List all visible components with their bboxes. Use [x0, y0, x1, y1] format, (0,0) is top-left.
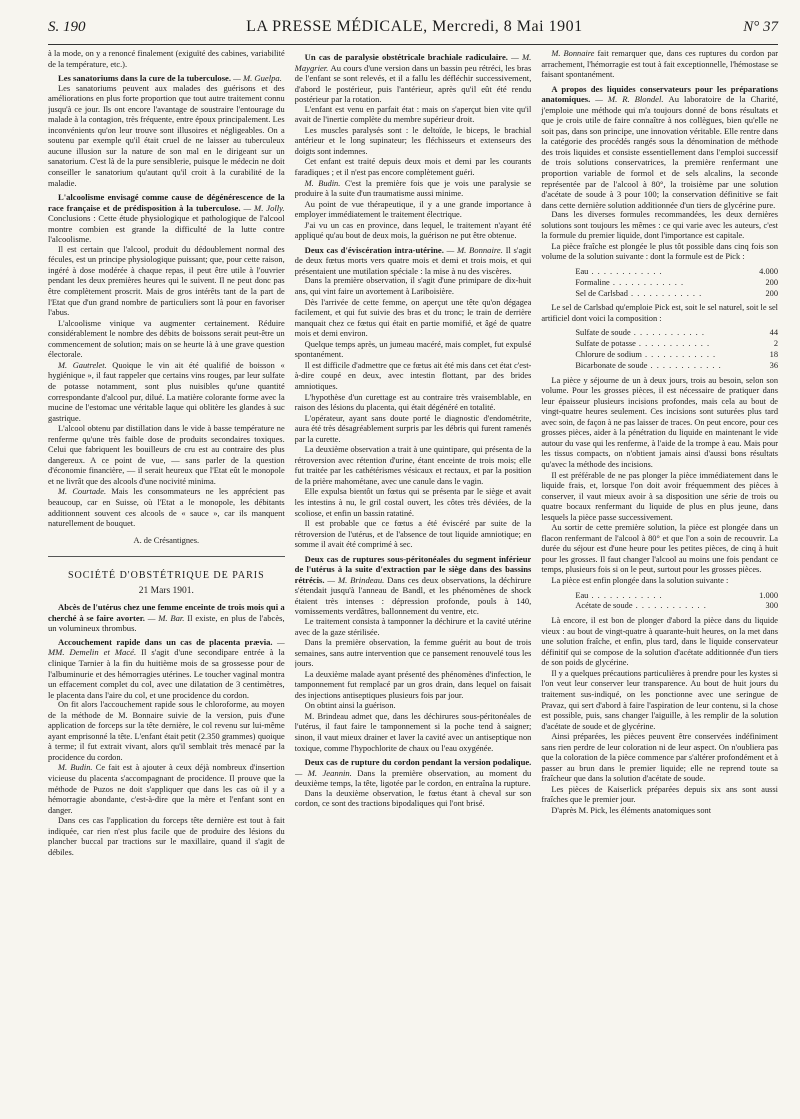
article-heading: Deux cas de ruptures sous-péritonéales du segment inférieur de l'utérus à la suite d'extraction par le siège dans des bassins rétrécis. — M. Brindeau. Dans ces deux observations, la déchirure s'étendait jusqu'à l'anneau de Bandl, et les phénomènes de shock étaient très intenses : dépression profonde, pouls à 140, vomissements verdâtres, ballonnement du ventre, etc. [294, 553, 532, 617]
paragraph: Il est difficile d'admettre que ce fœtus ait été mis dans cet état c'est-à-dire coupé en deux, avec intestin flottant, par des brides amniotiques. [294, 360, 532, 391]
paragraph: M. Bonnaire fait remarquer que, dans ces ruptures du cordon par arrachement, l'hémorragie est tout à fait exceptionnelle, l'hémostase se faisant spontanément. [541, 49, 778, 80]
header-rule [48, 44, 778, 45]
paragraph: M. Budin. C'est la première fois que je vois une paralysie se produire à la suite d'un traumatisme aussi minime. [294, 178, 532, 199]
paragraph: Quelque temps après, un jumeau macéré, mais complet, fut expulsé spontanément. [294, 339, 532, 360]
paragraph: Il est certain que l'alcool, produit du dédoublement normal des fécules, est un principe physiologique puissant; que, pour cette raison, ingéré à dose modérée à chaque repas, il peut être utile à l'ouvrier pendant les deux premières heures qui le suivent. Il ne peut donc pas être complètement proscrit. Mais de gros intérêts tant de la part de l'Etat que d'un grand nombre de particuliers sont là pour en favoriser l'abus. [48, 244, 285, 318]
paragraph: à la mode, on y a renoncé finalement (exiguïté des cabines, variabilité de la température, etc.). [48, 49, 285, 69]
section-title: SOCIÉTÉ D'OBSTÉTRIQUE DE PARIS [48, 556, 285, 582]
paragraph: La pièce est enfin plongée dans la solution suivante : [551, 576, 729, 585]
paragraph: D'après M. Pick, les éléments anatomiques sont [551, 805, 712, 815]
recipe-row: Eau . . . 4.000 [575, 267, 778, 278]
paragraph: Dans ces cas l'application du forceps tête dernière est tout à fait indiquée, car rien n'est plus facile que de produire des lésions du plancher buccal par tractions sur le maxillaire, quand il s'agit de débiles. [48, 816, 285, 857]
paragraph: Dans les diverses formules recommandées, les deux dernières solutions sont toujours les mêmes : ce qui varie avec les auteurs, c'est la formule du premier liquide, dont l'importance est capitale. [541, 210, 778, 241]
article-heading: L'alcoolisme envisagé comme cause de dégénérescence de la race française et de prédisposition à la tuberculose. — M. Jolly. Conclusions : Cette étude physiologique et pathologique de l'alcool montre combien est grande la difficulté de la lutte contre l'alcoolisme. [48, 192, 285, 245]
section-date: 21 Mars 1901. [138, 585, 194, 596]
paragraph: M. Courtade. Mais les consommateurs ne les apprécient pas beaucoup, car en Suisse, où l'Etat a le monopole, les débitants additionnent souvent ces alcools de « sauce », car ils manquent naturellement de bouquet. [48, 487, 285, 529]
journal-title: LA PRESSE MÉDICALE, Mercredi, 8 Mai 1901 [246, 18, 583, 35]
article-heading: A propos des liquides conservateurs pour les préparations anatomiques. — M. R. Blondel. Au laboratoire de la Charité, j'emploie une méthode qui m'a toujours donné de bons résultats et que je crois utile de faire connaître à nos collègues, bien qu'elle ne soit pas, dans son principe, une innovation véritable. Elle rentre dans la catégorie des procédés rangés sous la dénomination de méthode des trois liquides et consiste essentiellement dans l'emploi successif de trois solutions conservatrices, la première renfermant une proportion variable de formol et de sels alcalins, la seconde représentée par de l'alcool à 80°, la troisième par une solution d'acétate de soude à 3 pour 100; la conservation définitive se fait dans cette dernière solution additionnée d'un tiers de glycérine pure. [541, 83, 778, 210]
paragraph: J'ai vu un cas en province, dans lequel, le traitement n'ayant été appliqué qu'au bout de deux mois, la guérison ne put être obtenue. [294, 220, 532, 241]
column-3 [541, 49, 778, 1115]
recipe-row: Chlorure de sodium . . . 18 [575, 350, 778, 361]
paragraph: Dans la première observation, il s'agit d'une primipare de dix-huit ans, qui vint faire un avortement à Lariboisière. [294, 276, 532, 297]
paragraph: La pièce y séjourne de un à deux jours, trois au besoin, selon son volume. Pour les grosses pièces, il est nécessaire de pratiquer dans leur épaisseur plusieurs incisions profondes, mais cela au bout de vingt-quatre heures seulement. Ces incisions sont suturées plus tard avec soin, de façon à ne pas laisser de traces. On peut encore, pour ces grosses pièces, aider à la pénétration du liquide en maintenant le vide autour du vase qui les renferme, à l'aide de la trompe à eau. Mais pour les tissus compacts, on n'obtient jamais ainsi d'aussi bons résultats qu'avec la méthode des incisions. [541, 375, 778, 469]
paragraph: La deuxième observation a trait à une quintipare, qui présenta de la rétroversion avec rétention d'urine, étant enceinte de trois mois; elle fut traitée par les cathétérismes vésicaux et rectaux, et par la position de la prière mahométane, avec une canule dans le vagin. [294, 445, 532, 486]
article-heading: Accouchement rapide dans un cas de placenta prævia. — MM. Demelin et Macé. Il s'agit d'une secondipare entrée à la clinique Tarnier à la fin du huitième mois de sa grossesse pour de l'albuminurie et des hémorragies utérines. Le toucher vaginal montra un effacement complet du col, avec une dilatation de 3 centimètres, le placenta dans l'aire du col, et une procidence du cordon. [48, 636, 285, 700]
article-heading: Abcès de l'utérus chez une femme enceinte de trois mois qui a cherché à se faire avorter. — M. Bar. Il existe, en plus de l'abcès, un volumineux thrombus. [48, 602, 285, 634]
recipe-row: Formaline . . . 200 [575, 278, 778, 289]
recipe-row: Sulfate de potasse . . . 2 [575, 339, 778, 350]
paragraph: Dès l'arrivée de cette femme, on aperçut une tête qu'on dégagea facilement, et qui fut suivie des bras et du tronc; le train de derrière manquait chez ce fœtus qui était en partie momifié, et âgé de quatre mois et demi environ. [294, 297, 532, 339]
paragraph: Le traitement consista à tamponner la déchirure et la cavité utérine avec de la gaze stérilisée. [294, 616, 532, 637]
paragraph: Cet enfant est traité depuis deux mois et demi par les courants faradiques ; et il n'est pas encore complètement guéri. [294, 157, 532, 178]
recipe-table [575, 591, 778, 613]
paragraph: L'opérateur, ayant sans doute porté le diagnostic d'endométrite, aura été très désagréablement surpris par les débris qui furent ramenés par la curette. [294, 413, 532, 444]
recipe-table [575, 328, 778, 371]
columns [48, 49, 778, 1115]
paragraph: Le sel de Carlsbad qu'emploie Pick est, soit le sel naturel, soit le sel artificiel dont voici la composition : [541, 303, 778, 323]
issue-number: N° 37 [743, 19, 778, 35]
paragraph: Au sortir de cette première solution, la pièce est plongée dans un flacon renfermant de l'alcool à 80° et que l'on a soin de recouvrir. La durée du séjour est d'une heure pour les petites pièces, de cinq à huit pour les grosses. Il faut changer l'alcool au moins une fois pendant ce temps, plusieurs fois si on le peut, surtout pour les grosses pièces. [541, 523, 778, 575]
paragraph: M. Budin. Ce fait est à ajouter à ceux déjà nombreux d'insertion vicieuse du placenta s'accompagnant de procidence. Il prouve que la méthode de Puzos ne doit s'appliquer que dans les cas où il y a hémorragie abondante, c'est-à-dire que la mère et l'enfant sont en danger. [48, 763, 285, 815]
paragraph: M. Brindeau admet que, dans les déchirures sous-péritonéales de l'utérus, il faut faire le tamponnement si la poche tend à saigner; sinon, il vaut mieux drainer et laver la cavité avec un antiseptique non toxique, comme l'hypochlorite de chaux ou l'eau oxygénée. [294, 711, 532, 753]
paragraph: La pièce fraîche est plongée le plus tôt possible dans cinq fois son volume de la solution suivante : dont la formule est de Pick : [541, 241, 778, 262]
paragraph: Dans la deuxième observation, le fœtus étant à cheval sur son cordon, ce sont des tractions bipodaliques qui l'ont brisé. [294, 788, 532, 809]
column-2 [295, 49, 532, 1115]
paragraph: Il est préférable de ne pas plonger la pièce immédiatement dans le liquide frais, et, lorsque l'on doit avoir fréquemment des pièces à conserver, il vaut mieux avoir à sa disposition une série de trois ou quatre bocaux renfermant du liquide de plus en plus jeune, dans lesquels la pièce passe successivement. [541, 470, 778, 522]
article-heading: Un cas de paralysie obstétricale brachiale radiculaire. — M. Maygrier. Au cours d'une version dans un bassin peu rétréci, les bras de l'enfant se sont relevés, et il a fallu les défléchir successivement, d'abord le postérieur, puis l'antérieur, après qu'il eût été rendu postérieur par la rotation. [294, 52, 532, 105]
paragraph: Les muscles paralysés sont : le deltoïde, le biceps, le brachial antérieur et le long supinateur; les fléchisseurs et extenseurs des doigts sont indemnes. [294, 125, 532, 156]
paragraph: L'alcool obtenu par distillation dans le vide à basse température ne renferme qu'une très faible dose de produits secondaires toxiques. Celui que fabriquent les bouilleurs de cru est au contraire des plus dangereux. A ce point de vue, — sans parler de la question d'économie financière, — il serait heureux que l'Etat eût le monopole et ne livrât que des alcools d'une nocivité minima. [48, 424, 285, 486]
paragraph: Dans la première observation, la femme guérit au bout de trois semaines, sans autre intervention que ce pansement renouvelé tous les jours. [294, 638, 532, 669]
paragraph: L'enfant est venu en parfait état : mais on s'aperçut bien vite qu'il avait de l'inertie complète du membre supérieur droit. [294, 104, 532, 125]
recipe-row: Sel de Carlsbad . . . 200 [575, 289, 778, 300]
paragraph: Les sanatoriums peuvent aux malades des guérisons et des améliorations en plus forte proportion que tout autre traitement connu jusqu'à ce jour. Ils ont encore l'avantage de soustraire l'entourage du malade à la contagion, très fréquente, entre époux principalement. Les inconvénients qu'on leur trouve sont illusoires et négligeables. On a soutenu par exemple qu'il était cruel de ne laisser au tuberculeux aucune illusion sur la nature de son mal en le dirigeant sur un sanatorium. C'est là de la pure sensiblerie, puisque le médecin ne doit conseiller le sanatorium qu'autant qu'il croit à la curabilité de la maladie. [48, 83, 285, 188]
paragraph: On obtint ainsi la guérison. [304, 701, 396, 711]
paragraph: Il est probable que ce fœtus a été éviscéré par suite de la rétroversion de l'utérus, et de l'absence de tout liquide amniotique; en somme il avait été comprimé à sec. [294, 519, 532, 550]
page-header [48, 18, 778, 42]
paragraph: Au point de vue thérapeutique, il y a une grande importance à employer immédiatement le traitement électrique. [294, 199, 532, 220]
paragraph: L'alcoolisme vinique va augmenter certainement. Réduire considérablement le nombre des débits de boissons serait peut-être un commencement de solution; mais on se heurte là à une grave question électorale. [48, 318, 285, 360]
paragraph: Là encore, il est bon de plonger d'abord la pièce dans du liquide vieux : au bout de vingt-quatre à quarante-huit heures, on la met dans une solution fraîche, et enfin, plus tard, dans le liquide conservateur définitif qui se compose de la solution d'acétate additionnée d'un tiers de son poids de glycérine. [541, 616, 778, 668]
signature: A. de Crésantignes. [133, 535, 200, 545]
paragraph: Elle expulsa bientôt un fœtus qui se présenta par le siège et avait les intestins à nu, le gril costal ouvert, les côtes très déviées, de la scoliose, et enfin un bassin ratatiné. [294, 487, 532, 518]
paragraph: L'hypothèse d'un curettage est au contraire très vraisemblable, en raison des lésions du placenta, qui était dégénéré en totalité. [294, 392, 532, 413]
recipe-row: Acétate de soude . . . 300 [575, 601, 778, 612]
column-1 [48, 49, 285, 1115]
article-heading: Deux cas de rupture du cordon pendant la version podalique. — M. Jeannin. Dans la première observation, au moment du deuxième temps, la tête, ligotée par le cordon, en entraîna la rupture. [294, 757, 532, 789]
paragraph: M. Gautrelet. Quoique le vin ait été qualifié de boisson « hygiénique », il faut rappeler que certains vins rouges, par leur sulfate de potasse notamment, sont plus nuisibles qu'une quantité correspondante d'alcool pur, dilué. La matière colorante forme avec la mucine de l'estomac une véritable laque qui oblitère les glandes à suc gastrique. [48, 360, 285, 423]
recipe-row: Bicarbonate de soude . . . 36 [575, 361, 778, 372]
paragraph: Ainsi préparées, les pièces peuvent être conservées indéfiniment sans rien perdre de leur coloration ni de leur aspect. On n'oubliera pas que la coloration de la pièce commence par s'altérer profondément et à passer au brun dans le premier liquide; elle ne reprend toute sa fraîcheur que dans la solution d'acétate de soude. [541, 732, 778, 784]
article-heading: Deux cas d'éviscération intra-utérine. — M. Bonnaire. Il s'agit de deux fœtus morts vers quatre mois et demi et trois mois, et qui présentaient une mutilation spéciale : la mise à nu des viscères. [294, 244, 532, 276]
recipe-table [575, 267, 778, 299]
recipe-row: Sulfate de soude . . . 44 [575, 328, 778, 339]
page-number: S. 190 [48, 19, 86, 35]
paragraph: La deuxième malade ayant présenté des phénomènes d'infection, le tamponnement fut remplacé par un gros drain, dans lequel on faisait des injections antiseptiques plusieurs fois par jour. [294, 669, 532, 700]
paragraph: Il y a quelques précautions particulières à prendre pour les kystes si l'on veut leur conserver leur transparence. Au bout de huit jours du traitement sus-indiqué, on les ponctionne avec une seringue de Pravaz, qui sert d'abord à faire l'aspiration de leur contenu, si la chose est possible, puis, sans changer l'aiguille, à les remplir de la solution d'acétate de soude et de glycérine. [541, 668, 778, 731]
paragraph: On fit alors l'accouchement rapide sous le chloroforme, au moyen de la méthode de M. Bonnaire suivie de la version, puis d'une application de forceps sur la tête dernière, le col revenu sur lui-même ayant emprisonné la tête. L'enfant était petit (2.350 grammes) quoique à terme; il fut extrait vivant, alors qu'il semblait très menacé par la procidence du cordon. [48, 700, 285, 762]
recipe-row: Eau . . . 1.000 [575, 591, 778, 602]
paragraph: Les pièces de Kaiserlick préparées depuis six ans sont aussi fraîches que le premier jour. [541, 784, 778, 805]
article-heading: Les sanatoriums dans la cure de la tuberculose. — M. Guelpa. [58, 73, 282, 84]
